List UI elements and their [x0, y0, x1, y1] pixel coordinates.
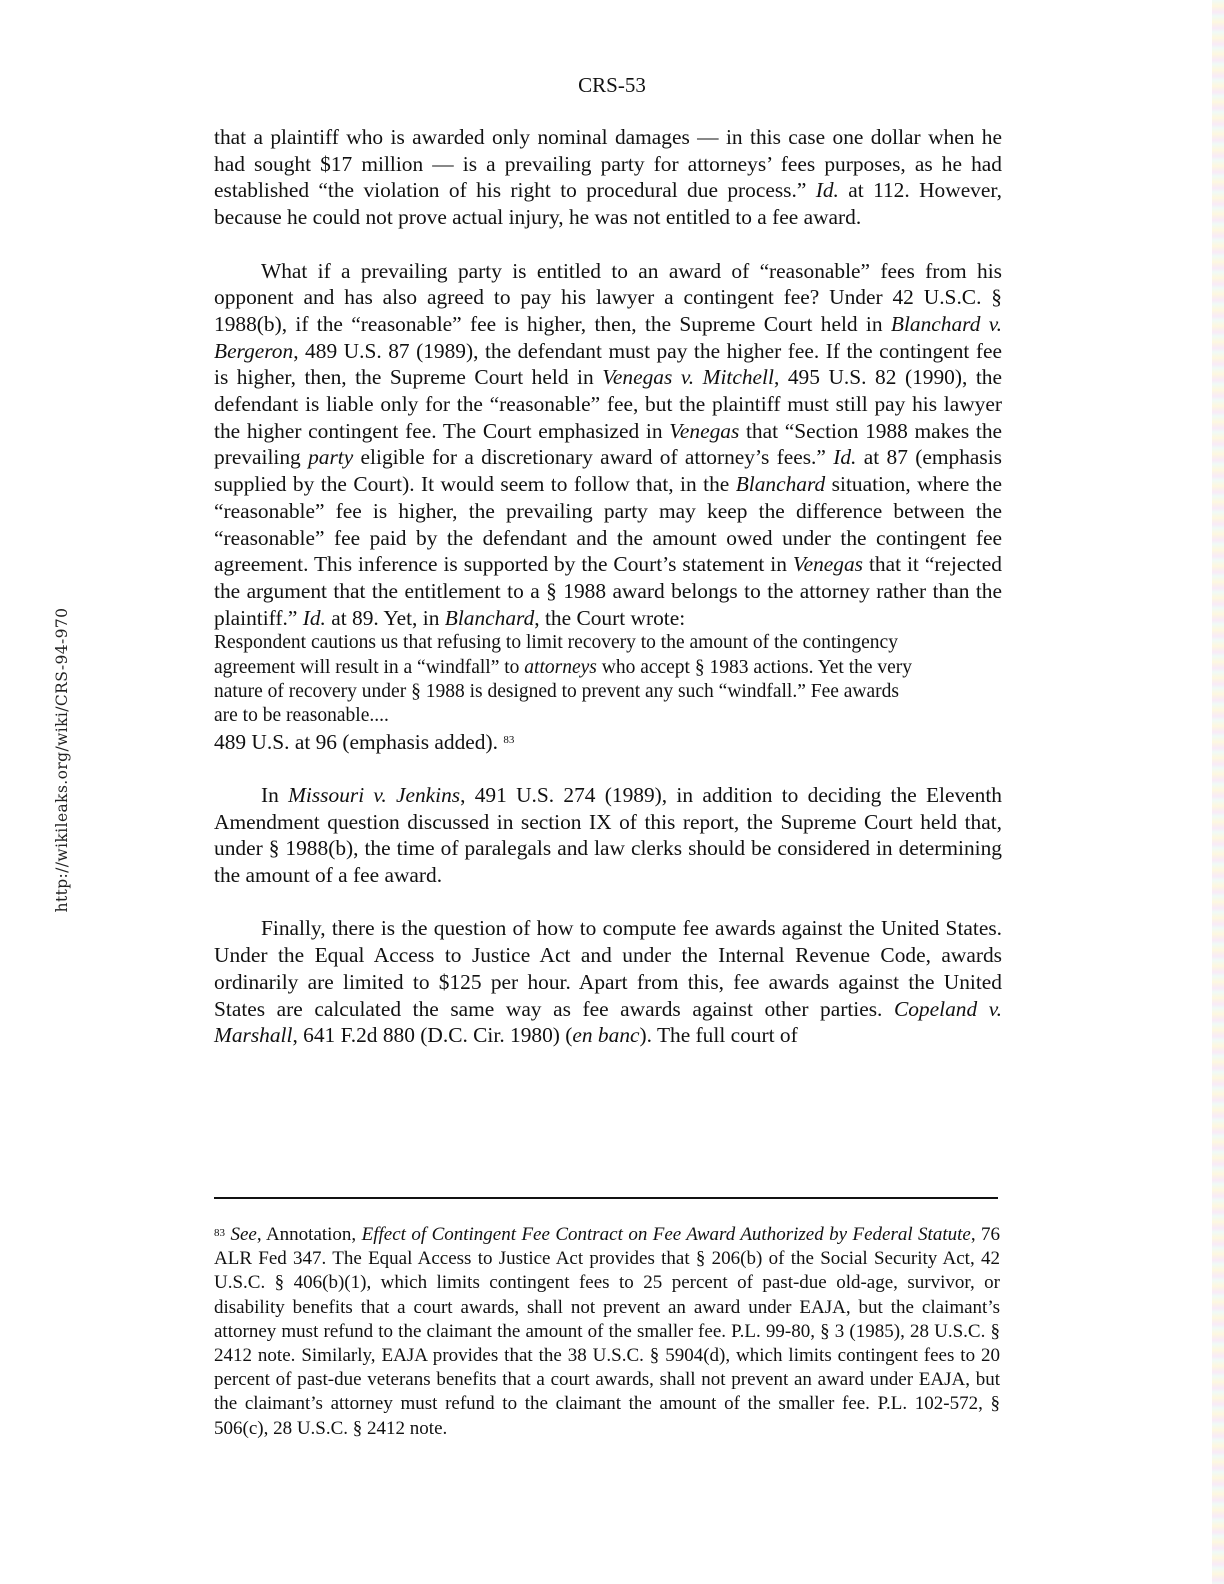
case-name: Venegas: [792, 552, 863, 577]
latin-term: en banc: [572, 1023, 640, 1048]
id-cite: Id.: [302, 605, 326, 630]
text: who accept § 1983 actions. Yet the very nature of recovery under § 1988 is designed to prevent any such “windfall.” Fee awards are to be reasonable....: [214, 656, 913, 727]
text: Finally, there is the question of how to compute fee awards against the United States. Under the Equal Access to Justice Act and under the Internal Revenue Code, awards ordinarily are limited to $125 per hour. Apart from this, fee awards against the United States are calculated the same way as fee awards against other parties.: [214, 916, 1002, 1021]
id-cite: Id.: [815, 178, 839, 203]
paragraph-1: [214, 124, 1002, 231]
quote-citation: [214, 729, 1002, 756]
text: eligible for a discretionary award of attorney’s fees.”: [353, 445, 834, 470]
footnote-ref[interactable]: 83: [503, 733, 515, 746]
case-name: Missouri v. Jenkins: [288, 782, 461, 807]
annotation-title: Effect of Contingent Fee Contract on Fee Award Authorized by Federal Statute: [361, 1224, 971, 1245]
text: What if a prevailing party is entitled to an award of “reasonable” fees from his opponent and has also agreed to pay his lawyer a contingent fee? Under 42 U.S.C. § 1988(b), if the “reasonable” fee is higher, then, the Supreme Court held in: [214, 258, 1002, 336]
case-name: Blanchard: [444, 605, 535, 630]
text: , Annotation,: [256, 1224, 362, 1245]
case-name: Blanchard v. Bergeron: [214, 311, 1002, 363]
text: , 491 U.S. 274 (1989), in addition to deciding the Eleventh Amendment question discussed in section IX of this report, the Supreme Court held that, under § 1988(b), the time of paralegals and law clerks should be considered in determining the amount of a fee award.: [214, 782, 1002, 888]
footnote-divider: [214, 1197, 998, 1199]
block-quote: [214, 631, 914, 728]
text: that a plaintiff who is awarded only nominal damages — in this case one dollar when he had sought $17 million — is a prevailing party for attorneys’ fees purposes, as he had established “the violation of his right to procedural due process.”: [214, 125, 1002, 203]
text: that it “rejected the argument that the entitlement to a § 1988 award belongs to the attorney rather than the plaintiff.”: [214, 552, 1002, 630]
text: situation, where the “reasonable” fee is higher, the prevailing party may keep the difference between the “reasonable” fee paid by the defendant and the amount owed under the contingent fee agreement. This inference is supported by the Court’s statement in: [214, 472, 1002, 577]
signal: See: [230, 1224, 257, 1245]
id-cite: Id.: [833, 445, 857, 470]
text: , the Court wrote:: [534, 605, 686, 630]
footnote-number: 83: [214, 1227, 225, 1239]
emphasis: party: [308, 445, 354, 470]
text: In: [261, 782, 289, 807]
text: , 489 U.S. 87 (1989), the defendant must pay the higher fee. If the contingent fee is higher, then, the Supreme Court held in: [214, 338, 1002, 390]
body-text: [214, 124, 1002, 1049]
text: 489 U.S. at 96 (emphasis added).: [214, 729, 498, 754]
case-name: Venegas v. Mitchell: [602, 365, 774, 390]
case-name: Venegas: [669, 418, 740, 443]
page-header: CRS-53: [578, 73, 646, 97]
case-name: Blanchard: [735, 472, 826, 497]
paragraph-4: [214, 915, 1002, 1049]
text: that “Section 1988 makes the prevailing: [214, 418, 1003, 470]
side-watermark-url: http://wikileaks.org/wiki/CRS-94-970: [53, 607, 71, 913]
text: , 641 F.2d 880 (D.C. Cir. 1980) (: [292, 1023, 573, 1048]
case-name: Copeland v. Marshall: [214, 996, 1002, 1048]
text: , 495 U.S. 82 (1990), the defendant is liable only for the “reasonable” fee, but the plaintiff must still pay his lawyer the higher contingent fee. The Court emphasized in: [214, 365, 1002, 443]
paragraph-2: [214, 258, 1002, 632]
emphasis: attorneys: [524, 656, 597, 678]
text: at 87 (emphasis supplied by the Court). It would seem to follow that, in the: [214, 445, 1002, 497]
text: , 76 ALR Fed 347. The Equal Access to Justice Act provides that § 206(b) of the Social Security Act, 42 U.S.C. § 406(b)(1), which limits contingent fees to 25 percent of past-due old-age, survivor, or disability benefits that a court awards, shall not prevent an award under EAJA, but the claimant’s attorney must refund to the claimant the amount of the smaller fee. P.L. 99-80, § 3 (1985), 28 U.S.C. § 2412 note. Similarly, EAJA provides that the 38 U.S.C. § 5904(d), which limits contingent fees to 20 percent of past-due veterans benefits that a court awards, shall not prevent an award under EAJA, but the claimant’s attorney must refund to the claimant the amount of the smaller fee. P.L. 102-572, § 506(c), 28 U.S.C. § 2412 note.: [214, 1224, 1001, 1439]
paragraph-3: [214, 782, 1002, 889]
text: at 112. However, because he could not prove actual injury, he was not entitled to a fee award.: [214, 178, 1002, 230]
text: ). The full court of: [639, 1023, 798, 1048]
scan-artifact-strip: [1212, 0, 1224, 1584]
footnote-text: [214, 1223, 1000, 1441]
text: at 89. Yet, in: [325, 605, 445, 630]
text: Respondent cautions us that refusing to limit recovery to the amount of the contingency agreement will result in a “windfall” to: [214, 632, 898, 678]
footnote-83: [214, 1223, 1000, 1441]
